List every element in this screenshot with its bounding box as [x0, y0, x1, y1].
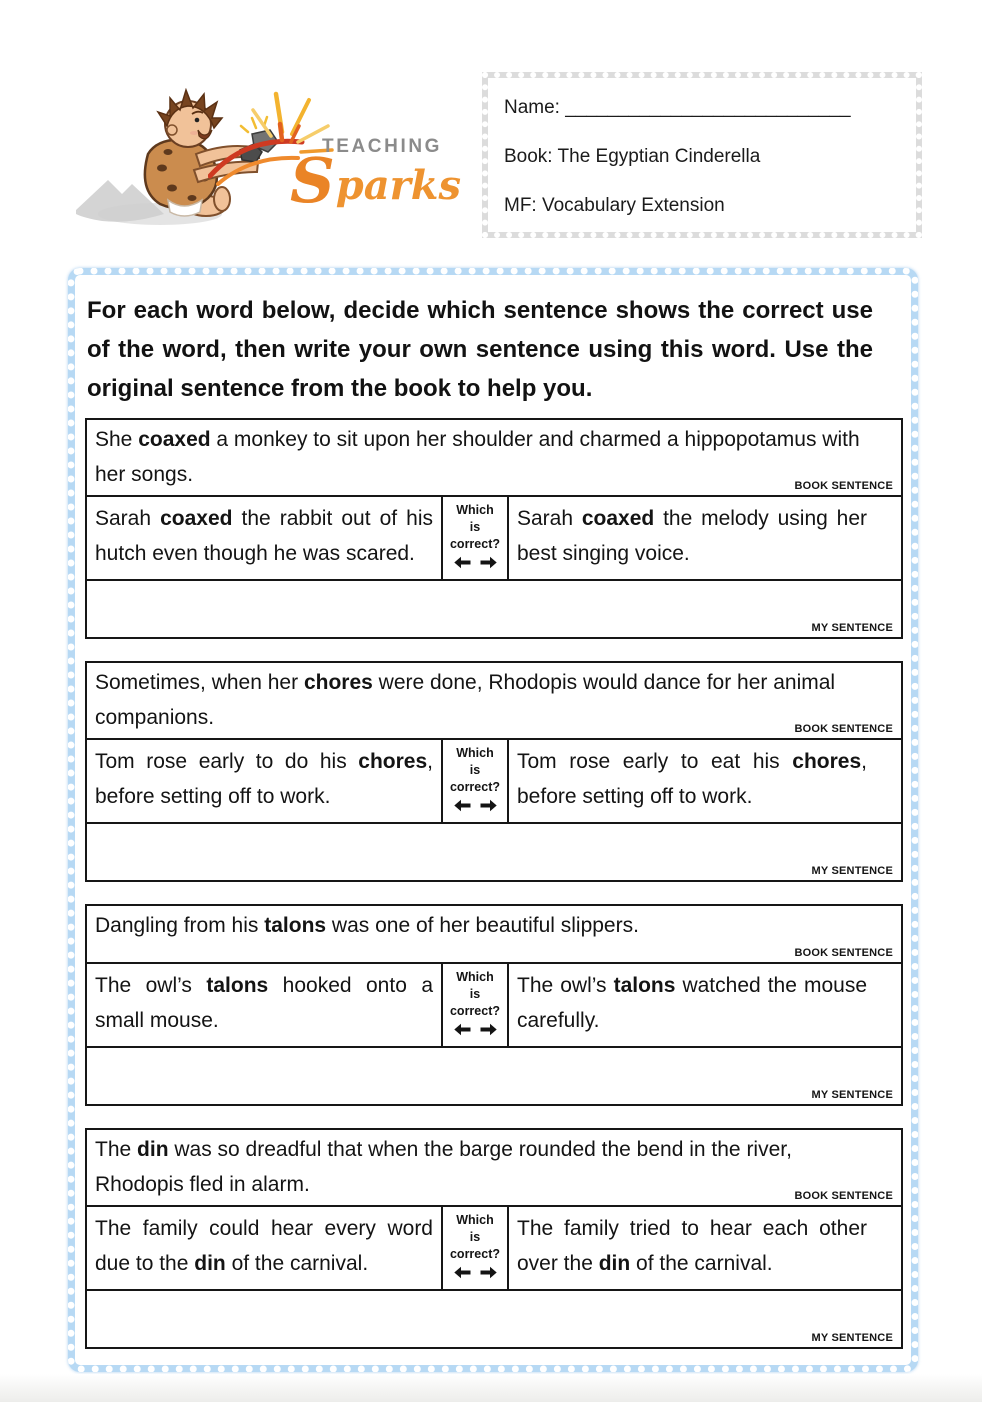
arrow-pair: [443, 799, 507, 812]
my-sentence-label: MY SENTENCE: [811, 1332, 893, 1344]
book-sentence-text: She coaxed a monkey to sit upon her shoulder and charmed a hippopotamus with her songs.: [95, 428, 860, 486]
left-arrow-icon: [454, 556, 471, 569]
target-word: din: [137, 1138, 169, 1161]
target-word: chores: [792, 750, 862, 773]
mf-line: MF: Vocabulary Extension: [504, 195, 725, 216]
my-sentence-row: [85, 824, 903, 882]
vocab-block-talons: [85, 904, 903, 1106]
book-sentence-label: BOOK SENTENCE: [794, 1190, 893, 1202]
option-left: [87, 964, 443, 1046]
right-arrow-icon: [480, 799, 497, 812]
logo-big-s: S: [290, 144, 335, 217]
book-sentence-row: [85, 661, 903, 740]
book-sentence-row: [85, 418, 903, 497]
tunic-spot: [157, 165, 167, 172]
book-sentence-row: [85, 904, 903, 964]
target-word: coaxed: [581, 507, 655, 530]
target-word: din: [598, 1252, 631, 1275]
name-blank-line: ___________________________: [565, 97, 851, 118]
caveman-foot: [214, 187, 230, 211]
option-left-text: Tom rose early to do his chores, before setting off to work.: [95, 750, 433, 808]
options-row: [85, 964, 903, 1048]
worksheet-content: [75, 275, 911, 1365]
spark-ray: [253, 110, 271, 136]
left-arrow-icon: [454, 1023, 471, 1036]
header: [0, 0, 982, 252]
tunic-spot: [164, 149, 173, 155]
option-left-text: Sarah coaxed the rabbit out of his hutch even though he was scared.: [95, 507, 433, 565]
right-arrow-icon: [480, 556, 497, 569]
arrow-pair: [443, 1266, 507, 1279]
worksheet-container: [68, 268, 918, 1372]
option-left-text: The family could hear every word due to the din of the carnival.: [95, 1217, 433, 1275]
caveman-cheek: [190, 131, 198, 135]
brand-text: [290, 136, 461, 217]
option-right: [509, 1207, 901, 1289]
target-word: din: [194, 1252, 226, 1275]
spark-ray: [280, 124, 282, 140]
student-info-box: [482, 72, 922, 238]
spark-ray: [292, 100, 309, 134]
name-label: Name:: [504, 97, 560, 118]
option-left: [87, 497, 443, 579]
which-is-correct-cell: Which is correct?: [443, 1207, 509, 1289]
instructions-text: For each word below, decide which sentence shows the correct use of the word, then write your own sentence using this word. Use the original sentence from the book to help you.: [87, 297, 873, 402]
book-sentence-label: BOOK SENTENCE: [794, 947, 893, 959]
caveman-ear: [167, 125, 177, 135]
book-sentence-row: [85, 1128, 903, 1207]
caveman-eye: [195, 118, 200, 123]
target-word: chores: [358, 750, 428, 773]
right-arrow-icon: [480, 1023, 497, 1036]
student-info-inner: [488, 78, 916, 232]
page-edge-shade: [0, 1374, 982, 1402]
right-arrow-icon: [480, 1266, 497, 1279]
tunic-spot: [188, 195, 197, 201]
logo-teaching-text: TEACHING: [322, 136, 443, 157]
left-arrow-icon: [454, 799, 471, 812]
my-sentence-label: MY SENTENCE: [811, 622, 893, 634]
book-sentence-text: Sometimes, when her chores were done, Rhodopis would dance for her animal companions.: [95, 671, 836, 729]
option-left: [87, 1207, 443, 1289]
book-sentence-label: BOOK SENTENCE: [794, 480, 893, 492]
my-sentence-row: [85, 581, 903, 639]
target-word: chores: [303, 671, 373, 694]
options-row: [85, 740, 903, 824]
options-row: [85, 497, 903, 581]
target-word: talons: [206, 974, 269, 997]
option-right: [509, 740, 901, 822]
book-sentence-text: Dangling from his talons was one of her beautiful slippers.: [95, 914, 639, 937]
target-word: talons: [613, 974, 676, 997]
option-right: [509, 964, 901, 1046]
left-arrow-icon: [454, 1266, 471, 1279]
orange-swoosh: [218, 158, 298, 184]
which-is-correct-cell: Which is correct?: [443, 740, 509, 822]
my-sentence-label: MY SENTENCE: [811, 1089, 893, 1101]
vocab-block-din: [85, 1128, 903, 1349]
book-sentence-label: BOOK SENTENCE: [794, 723, 893, 735]
option-right-text: The family tried to hear each other over the din of the carnival.: [517, 1217, 867, 1275]
my-sentence-label: MY SENTENCE: [811, 865, 893, 877]
options-row: [85, 1207, 903, 1291]
book-sentence-text: The din was so dreadful that when the barge rounded the bend in the river, Rhodopis fled in alarm.: [95, 1138, 792, 1196]
target-word: coaxed: [138, 428, 211, 451]
arrow-pair: [443, 1023, 507, 1036]
tunic-spot: [167, 185, 177, 192]
my-sentence-row: [85, 1048, 903, 1106]
my-sentence-row: [85, 1291, 903, 1349]
teaching-sparks-logo: [70, 80, 470, 238]
option-right-text: The owl’s talons watched the mouse carefully.: [517, 974, 867, 1032]
option-right-text: Tom rose early to eat his chores, before setting off to work.: [517, 750, 867, 808]
option-right-text: Sarah coaxed the melody using her best singing voice.: [517, 507, 867, 565]
vocab-block-coaxed: [85, 418, 903, 639]
logo-parks: parks: [335, 162, 461, 209]
target-word: talons: [264, 914, 327, 937]
name-line: [504, 83, 900, 132]
arrow-pair: [443, 556, 507, 569]
option-right: [509, 497, 901, 579]
which-is-correct-cell: Which is correct?: [443, 497, 509, 579]
option-left: [87, 740, 443, 822]
option-left-text: The owl’s talons hooked onto a small mouse.: [95, 974, 433, 1032]
target-word: coaxed: [160, 507, 233, 530]
book-line: Book: The Egyptian Cinderella: [504, 146, 761, 167]
vocab-block-chores: [85, 661, 903, 882]
which-is-correct-cell: Which is correct?: [443, 964, 509, 1046]
